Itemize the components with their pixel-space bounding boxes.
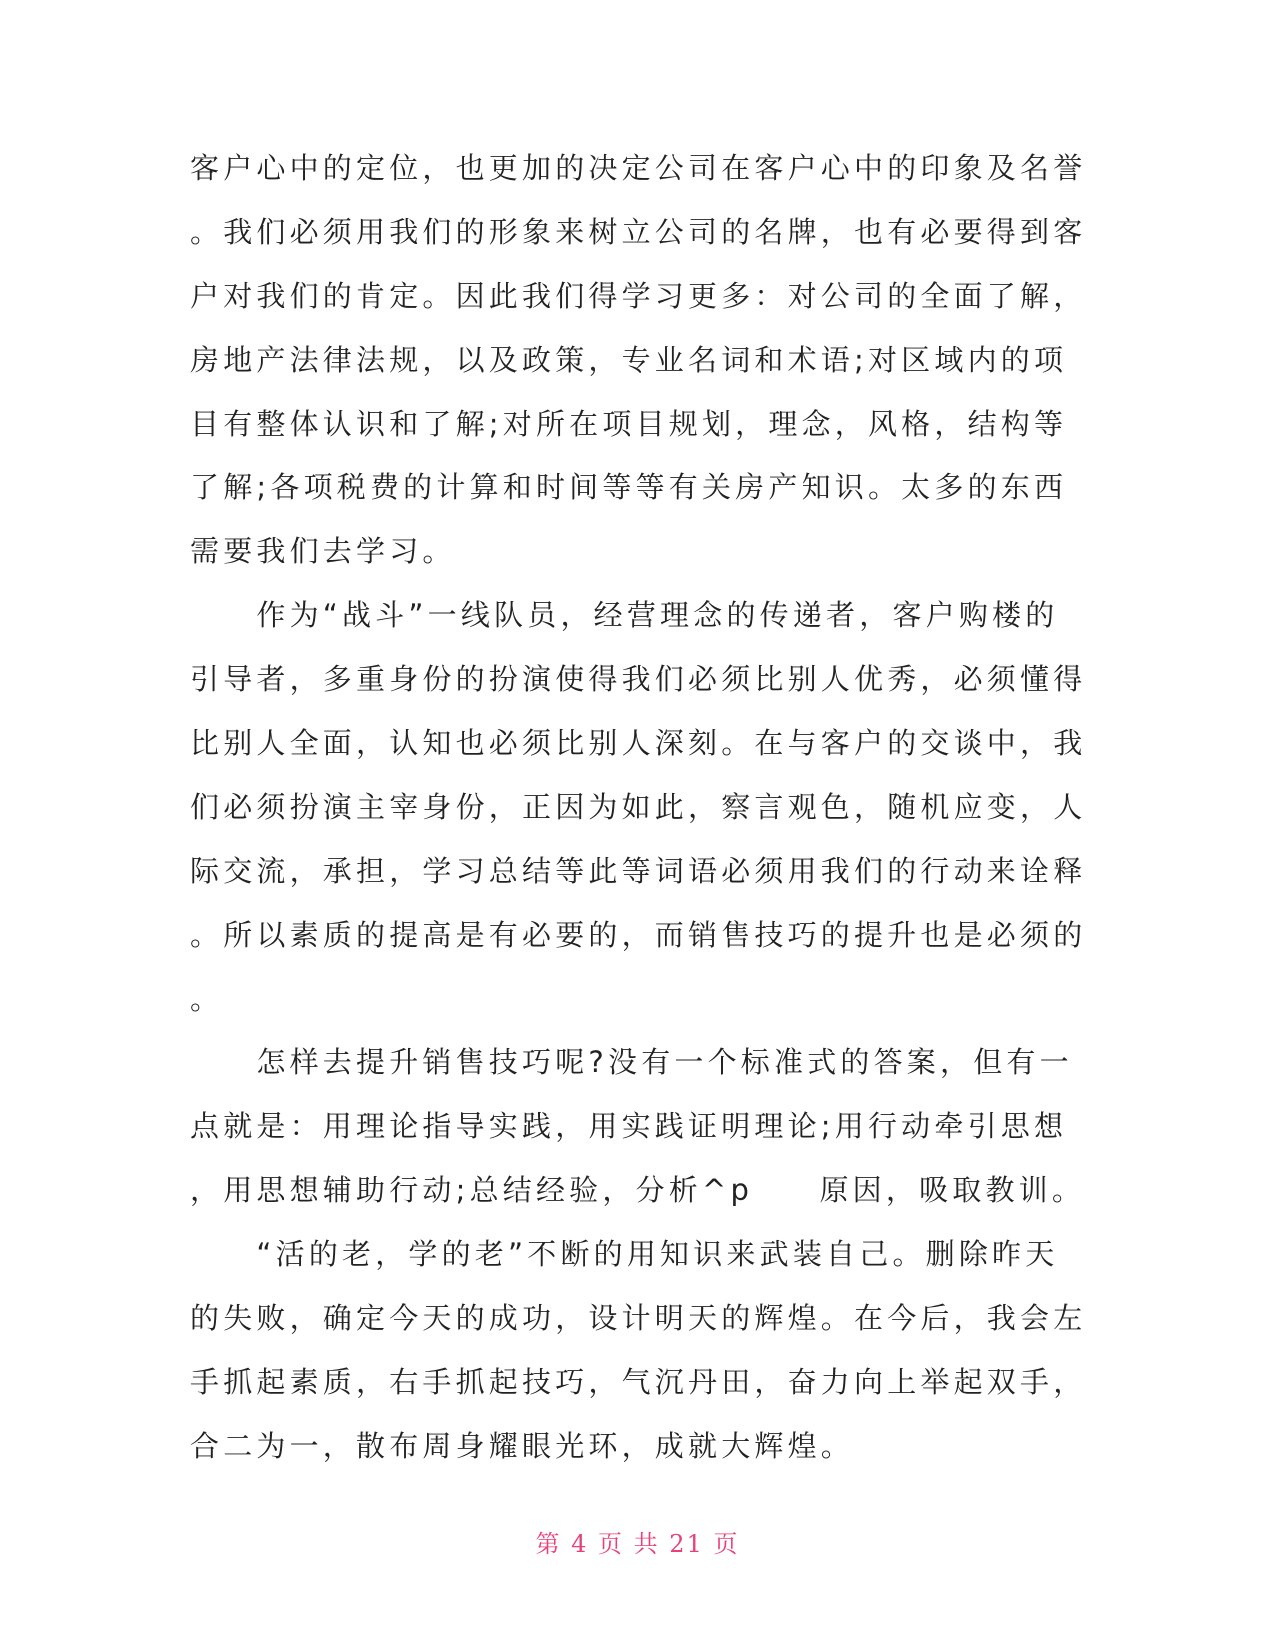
text-line-8: 作为“战斗”一线队员，经营理念的传递者，客户购楼的 [190,598,1059,633]
text-line-2: 。我们必须用我们的形象来树立公司的名牌，也有必要得到客 [190,214,1087,249]
text-line-5: 目有整体认识和了解;对所在项目规划，理念，风格，结构等 [190,406,1068,441]
text-line-12: 际交流，承担，学习总结等此等词语必须用我们的行动来诠释 [190,853,1087,888]
text-line-19: 的失败，确定今天的成功，设计明天的辉煌。在今后，我会左 [190,1301,1087,1336]
text-line-15: 怎样去提升销售技巧呢?没有一个标准式的答案，但有一 [190,1045,1073,1080]
text-line-17: ，用思想辅助行动;总结经验，分析^p 原因，吸取教训。 [190,1173,1086,1208]
document-body [190,137,1100,1479]
text-line-20: 手抓起素质，右手抓起技巧，气沉丹田，奋力向上举起双手， [190,1364,1087,1399]
text-line-21: 合二为一，散布周身耀眼光环，成就大辉煌。 [190,1428,855,1463]
text-line-6: 了解;各项税费的计算和时间等等有关房产知识。太多的东西 [190,470,1068,505]
text-line-16: 点就是：用理论指导实践，用实践证明理论;用行动牵引思想 [190,1109,1068,1144]
text-line-1: 客户心中的定位，也更加的决定公司在客户心中的印象及名誉 [190,151,1087,185]
text-line-10: 比别人全面，认知也必须比别人深刻。在与客户的交谈中，我 [190,726,1087,761]
text-line-4: 房地产法律法规，以及政策，专业名词和术语;对区域内的项 [190,342,1068,377]
text-line-18: “活的老，学的老”不断的用知识来武装自己。删除昨天 [190,1237,1059,1272]
text-line-14: 。 [190,981,224,1016]
text-line-13: 。所以素质的提高是有必要的，而销售技巧的提升也是必须的 [190,917,1087,952]
text-line-11: 们必须扮演主宰身份，正因为如此，察言观色，随机应变，人 [190,789,1087,824]
page-number-footer: 第 4 页 共 21 页 [535,1530,740,1558]
text-line-7: 需要我们去学习。 [190,534,456,569]
text-line-9: 引导者，多重身份的扮演使得我们必须比别人优秀，必须懂得 [190,662,1087,697]
text-line-3: 户对我们的肯定。因此我们得学习更多：对公司的全面了解， [190,278,1087,313]
